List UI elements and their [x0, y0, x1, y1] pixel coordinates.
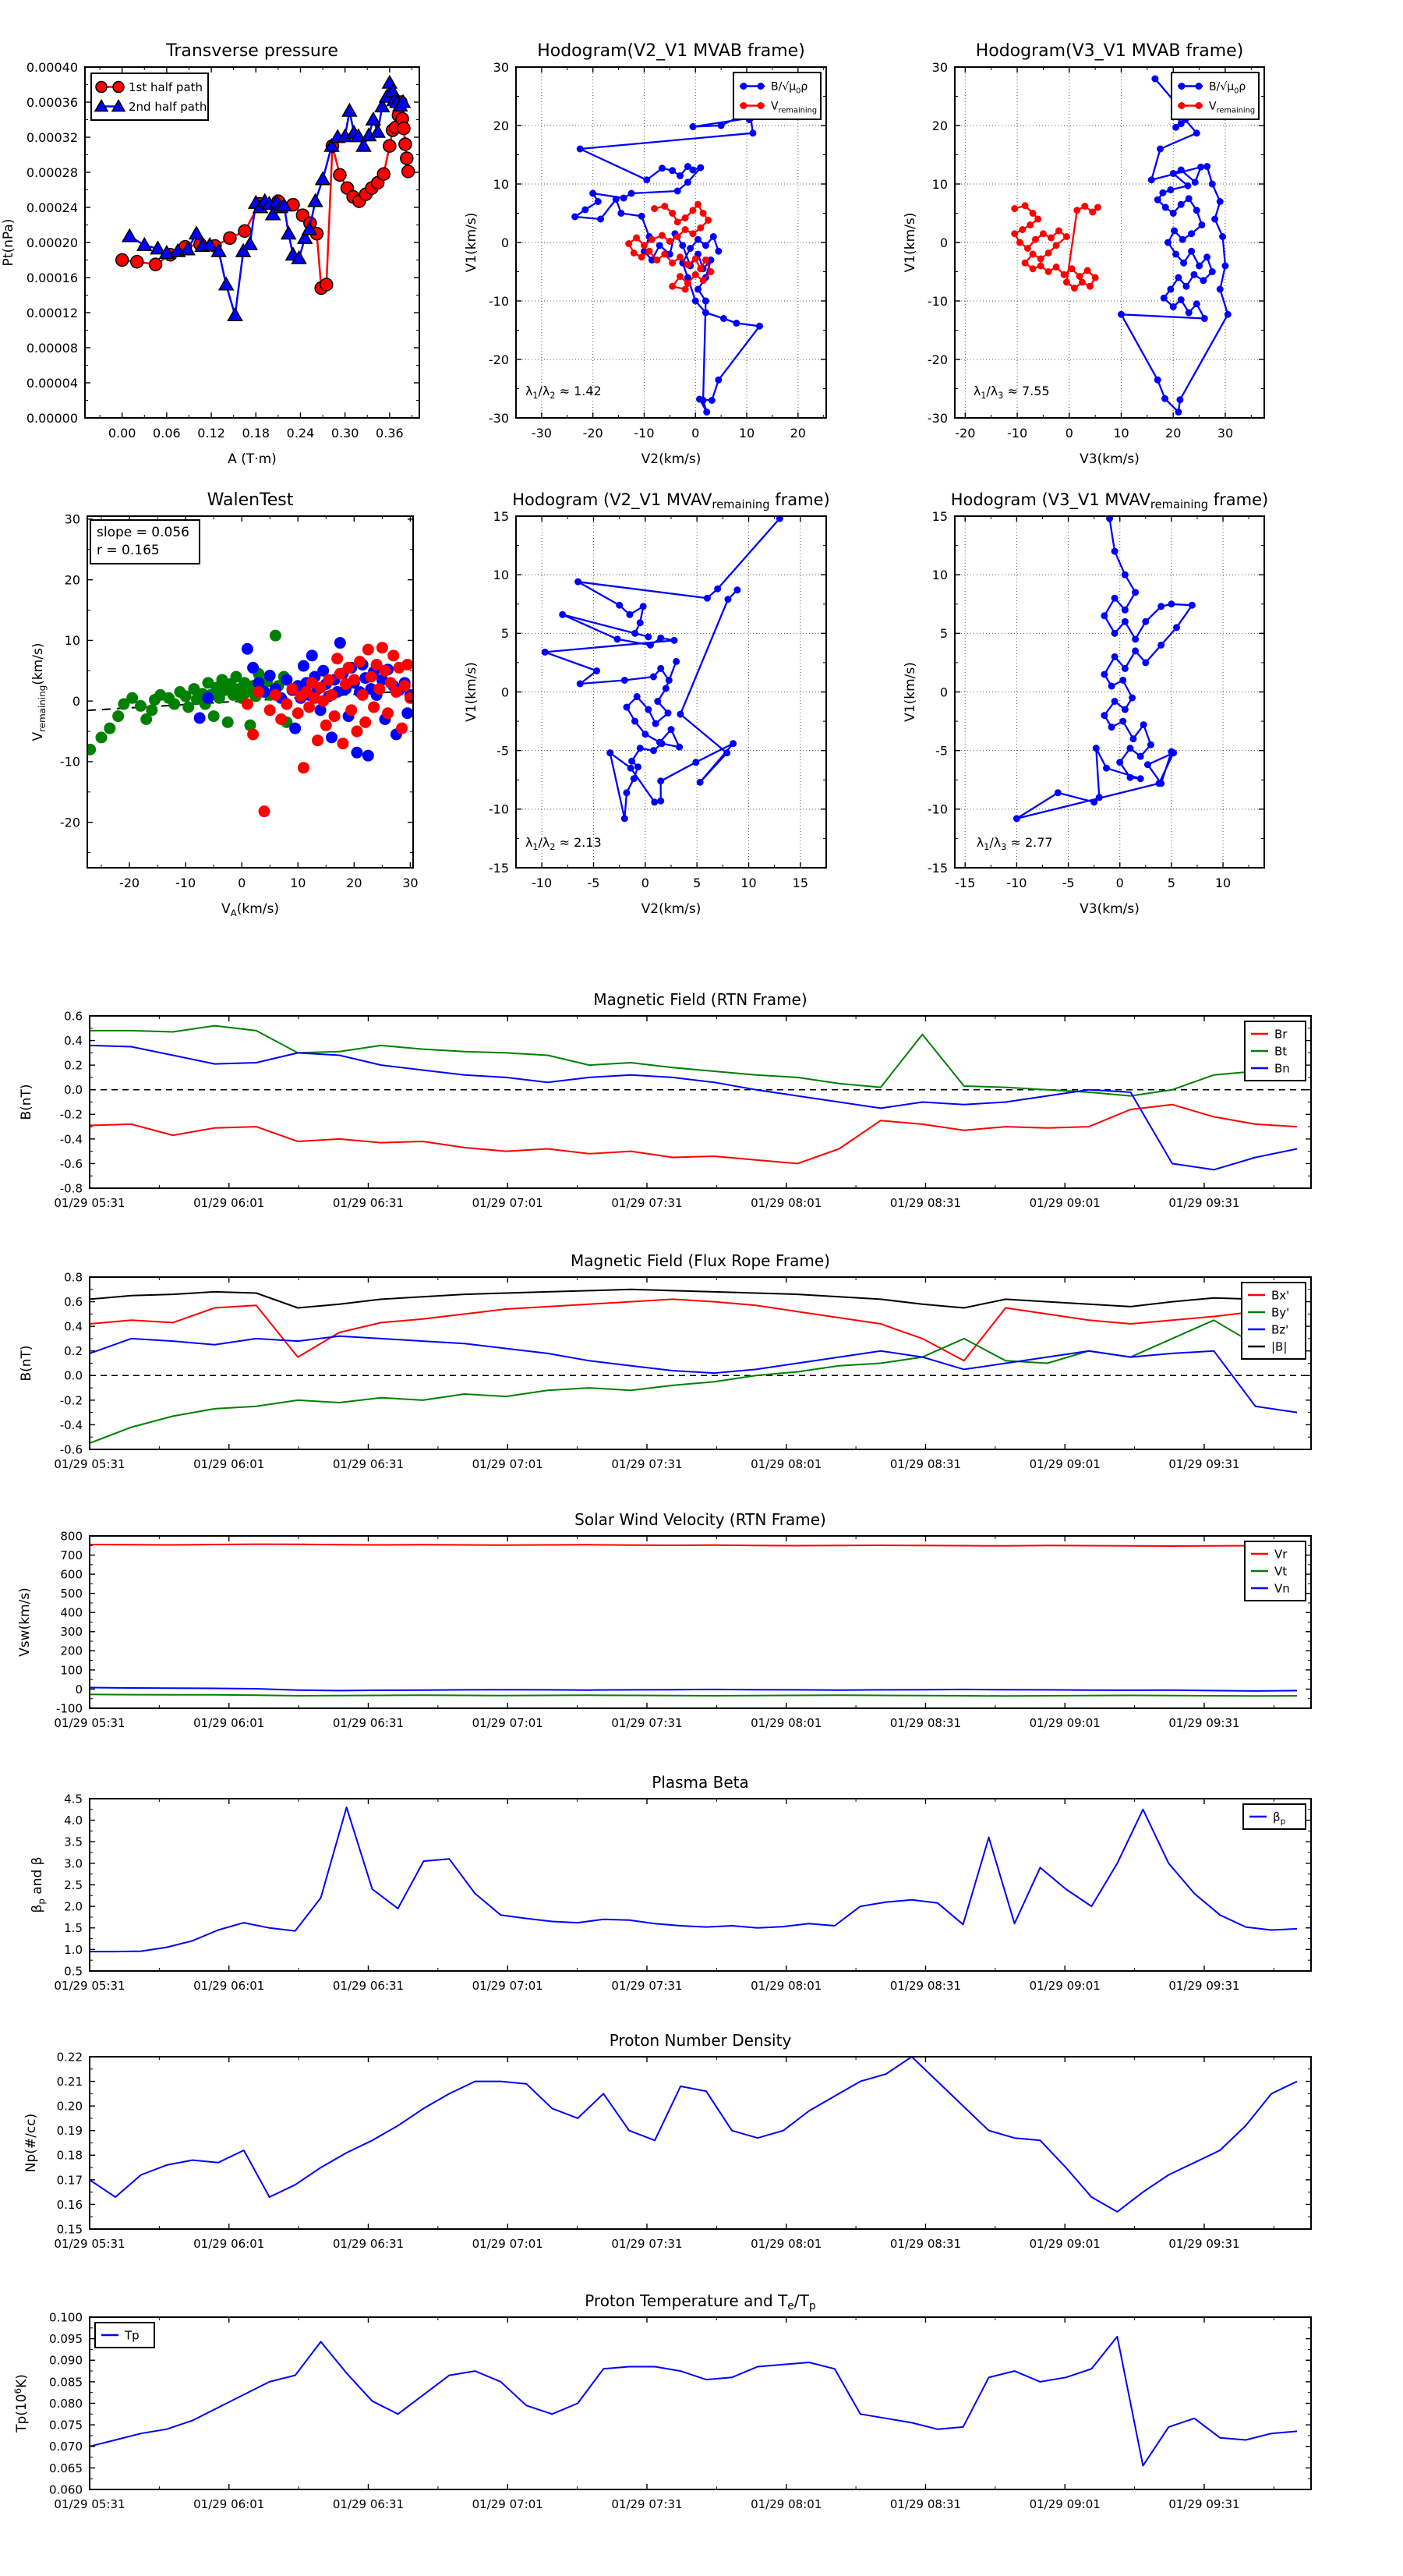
mag-rtn-x-tick: 01/29 06:01 [193, 1196, 265, 1210]
proton-temp-x-tick: 01/29 05:31 [54, 2497, 125, 2511]
hodogram-v2v1-mvab-y-tick: 0 [500, 235, 509, 250]
hodogram-v2v1-mvab-x-tick: -30 [531, 426, 552, 441]
vsw-rtn-series-Vt [90, 1694, 1297, 1696]
walen-test-x-tick: 30 [402, 876, 419, 890]
vsw-rtn-legend [1245, 1541, 1306, 1601]
vsw-rtn-x-tick: 01/29 08:31 [889, 1716, 962, 1730]
mag-fluxrope-y-tick: 0.4 [64, 1319, 83, 1334]
mag-fluxrope-y-tick: 0.6 [64, 1294, 83, 1309]
transverse-pressure-x-tick: 0.30 [330, 426, 359, 441]
walen-test-y-tick: 30 [64, 511, 80, 527]
proton-density-x-tick: 01/29 05:31 [54, 2237, 125, 2251]
plasma-beta-series-beta-p [90, 1807, 1297, 1951]
hodogram-v3v1-mvav-y-tick: -5 [935, 743, 948, 759]
plasma-beta-ylabel: $\beta_p$ and β [30, 1856, 47, 1913]
proton-temp-y-tick: 0.090 [49, 2353, 83, 2368]
proton-density-title: Proton Number Density [609, 2031, 792, 2050]
proton-temp-legend-label: Tp [125, 2328, 140, 2343]
plasma-beta-x-tick: 01/29 06:31 [332, 1979, 405, 1993]
hodogram-v2v1-mvav-x-tick: -5 [587, 876, 600, 890]
transverse-pressure-legend-label: 2nd half path [129, 99, 207, 114]
plasma-beta-x-tick: 01/29 08:01 [751, 1979, 822, 1993]
mag-fluxrope-x-tick: 01/29 08:31 [889, 1457, 962, 1471]
hodogram-v3v1-mvav-y-tick: -10 [927, 801, 948, 817]
hodogram-v2v1-mvav-x-tick: -10 [532, 876, 553, 890]
walen-test-x-tick: -20 [118, 876, 140, 890]
hodogram-v3v1-mvab-y-tick: -30 [927, 410, 948, 426]
walen-test-series-scatter-red [242, 642, 416, 817]
mag-rtn-y-tick: -0.2 [59, 1107, 83, 1122]
proton-temp-x-tick: 01/29 08:31 [889, 2497, 962, 2511]
proton-temp-y-tick: 0.070 [49, 2440, 83, 2454]
proton-density-x-tick: 01/29 07:31 [611, 2237, 683, 2251]
vsw-rtn-axes-border [90, 1536, 1311, 1708]
vsw-rtn-y-tick: 0 [75, 1682, 83, 1697]
transverse-pressure-y-tick: 0.00004 [26, 375, 78, 391]
mag-fluxrope-x-tick: 01/29 07:01 [472, 1457, 543, 1471]
hodogram-v3v1-mvav-y-tick: -15 [927, 860, 948, 876]
proton-density-x-tick: 01/29 09:01 [1029, 2237, 1101, 2251]
mag-fluxrope-series-Bz-prime [90, 1336, 1297, 1413]
hodogram-v2v1-mvab-y-tick: -10 [488, 293, 509, 309]
mag-fluxrope-series-Bx-prime [90, 1299, 1297, 1361]
proton-temp-y-tick: 0.065 [49, 2461, 83, 2475]
hodogram-v3v1-mvab-title: Hodogram(V3_V1 MVAB frame) [975, 41, 1244, 61]
hodogram-v2v1-mvav-y-tick: 15 [493, 508, 509, 524]
proton-temp-x-tick: 01/29 06:01 [193, 2497, 265, 2511]
hodogram-v3v1-mvab-series-B-alfven [1118, 76, 1232, 416]
hodogram-v3v1-mvab-legend [1172, 73, 1259, 119]
walen-test-x-tick: 10 [290, 876, 306, 890]
proton-density [23, 2031, 1311, 2251]
hodogram-v3v1-mvav-y-tick: 0 [939, 685, 948, 700]
mag-rtn-legend-label: Bt [1274, 1044, 1288, 1059]
transverse-pressure-y-tick: 0.00040 [26, 59, 78, 75]
transverse-pressure-y-tick: 0.00020 [26, 235, 78, 250]
hodogram-v3v1-mvav-ylabel: V1(km/s) [903, 662, 918, 722]
walen-test-stats-box [90, 520, 200, 564]
hodogram-v3v1-mvav-x-tick: 5 [1167, 876, 1175, 890]
hodogram-v2v1-mvav-x-tick: 10 [740, 876, 757, 890]
transverse-pressure-legend [91, 73, 208, 120]
mag-fluxrope-x-tick: 01/29 09:31 [1168, 1457, 1240, 1471]
mag-rtn-ylabel: B(nT) [19, 1084, 34, 1120]
proton-density-y-tick: 0.20 [56, 2099, 83, 2114]
transverse-pressure-legend-label: 1st half path [129, 80, 203, 94]
mag-rtn-series-Br [90, 1105, 1297, 1164]
vsw-rtn-x-tick: 01/29 09:01 [1029, 1716, 1101, 1730]
hodogram-v3v1-mvab-y-tick: -20 [927, 352, 948, 367]
hodogram-v2v1-mvab-title: Hodogram(V2_V1 MVAB frame) [537, 41, 805, 61]
mag-fluxrope-axes-border [90, 1277, 1311, 1449]
hodogram-v2v1-mvab-x-tick: 10 [738, 426, 755, 441]
hodogram-v2v1-mvav-y-tick: -15 [488, 860, 509, 876]
mag-fluxrope-x-tick: 01/29 09:01 [1029, 1457, 1101, 1471]
hodogram-v3v1-mvab-y-tick: 30 [931, 59, 948, 75]
mag-fluxrope-x-tick: 01/29 08:01 [751, 1457, 822, 1471]
hodogram-v2v1-mvav-y-tick: 5 [500, 626, 509, 642]
walen-test-x-tick: 20 [346, 876, 362, 890]
transverse-pressure-x-tick: 0.24 [286, 426, 315, 441]
walen-test-y-tick: -20 [59, 815, 80, 830]
plasma-beta-y-tick: 2.0 [64, 1899, 83, 1914]
walen-test-x-tick: 0 [238, 876, 246, 890]
hodogram-v3v1-mvav-x-tick: -10 [1006, 876, 1027, 890]
vsw-rtn-legend-label: Vt [1274, 1564, 1288, 1579]
plasma-beta-y-tick: 4.5 [64, 1792, 83, 1806]
proton-density-y-tick: 0.16 [56, 2197, 83, 2212]
hodogram-v2v1-mvav-x-tick: 5 [693, 876, 702, 890]
mag-fluxrope-y-tick: -0.4 [59, 1417, 83, 1432]
proton-temp-x-tick: 01/29 08:01 [751, 2497, 822, 2511]
mag-fluxrope-series-B-magnitude [90, 1290, 1297, 1308]
plasma-beta [30, 1773, 1311, 1993]
vsw-rtn-series-Vr [90, 1545, 1297, 1546]
proton-density-y-tick: 0.18 [56, 2148, 83, 2163]
transverse-pressure-xlabel: A (T·m) [228, 451, 277, 467]
proton-temp-y-tick: 0.080 [49, 2396, 83, 2411]
mag-rtn-x-tick: 01/29 05:31 [54, 1196, 125, 1210]
hodogram-v3v1-mvav-x-tick: -15 [955, 876, 976, 890]
hodogram-v3v1-mvav-x-tick: 0 [1115, 876, 1124, 890]
plasma-beta-y-tick: 4.0 [64, 1813, 83, 1828]
hodogram-v3v1-mvab-legend-label: $V_{remaining}$ [1209, 100, 1256, 115]
hodogram-v3v1-mvab-series-V-remaining [1011, 202, 1101, 292]
mag-rtn [19, 990, 1311, 1210]
plasma-beta-x-tick: 01/29 09:01 [1029, 1979, 1101, 1993]
hodogram-v2v1-mvav-series-V-path [542, 515, 783, 823]
hodogram-v3v1-mvav-title: Hodogram (V3_V1 MVAVremaining frame) [950, 490, 1269, 511]
hodogram-v3v1-mvab-ylabel: V1(km/s) [903, 212, 918, 273]
vsw-rtn-title: Solar Wind Velocity (RTN Frame) [574, 1510, 826, 1529]
plasma-beta-title: Plasma Beta [652, 1773, 749, 1792]
proton-temp-series-Tp [90, 2337, 1297, 2466]
plasma-beta-x-tick: 01/29 07:01 [472, 1979, 543, 1993]
hodogram-v2v1-mvab-y-tick: -30 [488, 410, 509, 426]
transverse-pressure-y-tick: 0.00008 [26, 340, 78, 356]
mag-rtn-x-tick: 01/29 09:01 [1029, 1196, 1101, 1210]
hodogram-v3v1-mvab-xlabel: V3(km/s) [1080, 451, 1140, 467]
mag-rtn-x-tick: 01/29 07:31 [611, 1196, 683, 1210]
vsw-rtn-legend-label: Vn [1274, 1581, 1290, 1596]
transverse-pressure-ylabel: Pt(nPa) [1, 218, 16, 267]
vsw-rtn-x-tick: 01/29 05:31 [54, 1716, 125, 1730]
mag-fluxrope-legend-label: |B| [1271, 1339, 1288, 1354]
hodogram-v2v1-mvab-x-tick: -20 [582, 426, 603, 441]
proton-temp-y-tick: 0.060 [49, 2482, 83, 2497]
plasma-beta-legend [1243, 1804, 1306, 1829]
proton-temp-x-tick: 01/29 07:31 [611, 2497, 683, 2511]
walen-test-xlabel: $V_A(km/s)$ [221, 901, 280, 918]
hodogram-v3v1-mvav-x-tick: 10 [1214, 876, 1232, 890]
mag-rtn-x-tick: 01/29 07:01 [472, 1196, 543, 1210]
mag-rtn-y-tick: -0.8 [59, 1181, 83, 1196]
walen-test-ylabel: $V_{remaining}(km/s)$ [30, 642, 48, 741]
mag-rtn-x-tick: 01/29 09:31 [1168, 1196, 1240, 1210]
hodogram-v2v1-mvab-ylabel: V1(km/s) [464, 212, 479, 273]
proton-temp-x-tick: 01/29 06:31 [332, 2497, 405, 2511]
vsw-rtn-legend-label: Vr [1274, 1547, 1288, 1562]
mag-fluxrope-y-tick: -0.2 [59, 1393, 83, 1408]
hodogram-v3v1-mvav-annotation: $\lambda_1/\lambda_3 \approx 2.77$ [976, 834, 1053, 852]
hodogram-v3v1-mvav [903, 490, 1268, 917]
proton-temp-legend [95, 2323, 154, 2348]
mag-rtn-title: Magnetic Field (RTN Frame) [593, 990, 808, 1009]
vsw-rtn-x-tick: 01/29 06:31 [332, 1716, 405, 1730]
hodogram-v2v1-mvav-xlabel: V2(km/s) [641, 901, 702, 917]
vsw-rtn-x-tick: 01/29 08:01 [751, 1716, 822, 1730]
hodogram-v3v1-mvab-y-tick: 20 [931, 118, 948, 133]
hodogram-v3v1-mvab-x-tick: -20 [955, 426, 976, 441]
hodogram-v2v1-mvab-x-tick: 0 [691, 426, 700, 441]
mag-rtn-x-tick: 01/29 06:31 [332, 1196, 405, 1210]
hodogram-v2v1-mvab-series-B-alfven [571, 81, 765, 416]
hodogram-v3v1-mvab-x-tick: -10 [1006, 426, 1028, 441]
transverse-pressure-y-tick: 0.00036 [26, 94, 78, 110]
hodogram-v3v1-mvav-y-tick: 10 [931, 567, 948, 582]
mag-rtn-x-tick: 01/29 08:01 [751, 1196, 822, 1210]
hodogram-v2v1-mvav-y-tick: 0 [500, 685, 509, 700]
proton-temp [12, 2291, 1311, 2511]
proton-density-x-tick: 01/29 08:01 [751, 2237, 822, 2251]
hodogram-v2v1-mvav-title: Hodogram (V2_V1 MVAVremaining frame) [512, 490, 830, 511]
proton-density-y-tick: 0.17 [56, 2173, 83, 2188]
proton-density-y-tick: 0.21 [56, 2074, 83, 2089]
proton-density-x-tick: 01/29 07:01 [472, 2237, 543, 2251]
transverse-pressure-x-tick: 0.00 [108, 426, 136, 441]
hodogram-v2v1-mvav-y-tick: 10 [493, 567, 509, 582]
transverse-pressure-x-tick: 0.36 [376, 426, 404, 441]
plasma-beta-x-tick: 01/29 06:01 [193, 1979, 265, 1993]
proton-temp-ylabel: $Tp(10^6K)$ [12, 2374, 30, 2433]
walen-test-y-tick: 20 [64, 572, 80, 588]
plasma-beta-y-tick: 3.0 [64, 1856, 83, 1871]
hodogram-v3v1-mvab-y-tick: 10 [931, 176, 948, 192]
plasma-beta-x-tick: 01/29 09:31 [1168, 1979, 1240, 1993]
hodogram-v3v1-mvav-y-tick: 5 [939, 626, 948, 642]
proton-temp-y-tick: 0.085 [49, 2375, 83, 2390]
hodogram-v3v1-mvav-x-tick: -5 [1062, 876, 1075, 890]
hodogram-v2v1-mvav-y-tick: -5 [497, 743, 509, 759]
vsw-rtn [17, 1510, 1311, 1730]
plasma-beta-y-tick: 1.0 [64, 1942, 83, 1957]
vsw-rtn-y-tick: 300 [60, 1625, 83, 1640]
mag-rtn-series-Bt [90, 1026, 1297, 1096]
proton-density-x-tick: 01/29 06:31 [332, 2237, 405, 2251]
vsw-rtn-y-tick: -100 [55, 1701, 83, 1716]
hodogram-v2v1-mvav-x-tick: 15 [792, 876, 809, 890]
mag-fluxrope-x-tick: 01/29 06:31 [332, 1457, 405, 1471]
transverse-pressure-y-tick: 0.00028 [26, 165, 78, 180]
plasma-beta-y-tick: 0.5 [64, 1964, 83, 1979]
plasma-beta-y-tick: 3.5 [64, 1835, 83, 1849]
proton-temp-y-tick: 0.100 [49, 2310, 83, 2325]
hodogram-v2v1-mvab-y-tick: 20 [493, 118, 509, 133]
hodogram-v3v1-mvav-axes-border [955, 516, 1264, 868]
proton-density-y-tick: 0.15 [56, 2222, 83, 2237]
proton-temp-axes-border [90, 2317, 1311, 2489]
proton-temp-x-tick: 01/29 07:01 [472, 2497, 543, 2511]
mag-rtn-legend-label: Bn [1274, 1061, 1290, 1076]
hodogram-v2v1-mvab-legend-label: $V_{remaining}$ [771, 100, 818, 115]
hodogram-v3v1-mvav-y-tick: 15 [931, 508, 948, 524]
hodogram-v2v1-mvab-xlabel: V2(km/s) [641, 451, 702, 467]
proton-temp-x-tick: 01/29 09:31 [1168, 2497, 1240, 2511]
transverse-pressure-x-tick: 0.06 [153, 426, 181, 441]
mag-fluxrope-x-tick: 01/29 07:31 [611, 1457, 683, 1471]
walen-test [30, 490, 419, 918]
hodogram-v3v1-mvab-legend-label: $B/√\mu_0\rho$ [1209, 80, 1246, 96]
hodogram-v3v1-mvab-annotation: $\lambda_1/\lambda_3 \approx 7.55$ [973, 383, 1050, 401]
walen-test-y-tick: 0 [72, 693, 80, 709]
hodogram-v2v1-mvab-y-tick: -20 [488, 352, 509, 367]
walen-test-title: WalenTest [207, 490, 294, 510]
hodogram-v2v1-mvav-annotation: $\lambda_1/\lambda_2 \approx 2.13$ [525, 834, 602, 852]
hodogram-v2v1-mvav-y-tick: -10 [488, 801, 509, 817]
hodogram-v2v1-mvab-y-tick: 10 [493, 176, 509, 192]
transverse-pressure [1, 41, 419, 467]
vsw-rtn-y-tick: 400 [60, 1605, 83, 1620]
mag-rtn-axes-border [90, 1016, 1311, 1188]
mag-rtn-series-Bn [90, 1046, 1297, 1169]
vsw-rtn-ylabel: Vsw(km/s) [17, 1587, 33, 1657]
hodogram-v2v1-mvab-legend-label: $B/√\mu_0\rho$ [771, 80, 808, 96]
walen-test-y-tick: -10 [59, 754, 80, 770]
transverse-pressure-y-tick: 0.00032 [26, 129, 78, 145]
plasma-beta-legend-label: $\beta_p$ [1273, 1810, 1286, 1827]
vsw-rtn-y-tick: 500 [60, 1587, 83, 1601]
transverse-pressure-y-tick: 0.00024 [26, 200, 78, 215]
mag-rtn-y-tick: 0.4 [64, 1033, 83, 1048]
hodogram-v3v1-mvab-x-tick: 20 [1165, 426, 1182, 441]
hodogram-v3v1-mvab-y-tick: -10 [927, 293, 948, 309]
transverse-pressure-x-tick: 0.12 [197, 426, 225, 441]
mag-fluxrope-title: Magnetic Field (Flux Rope Frame) [571, 1251, 830, 1270]
proton-density-y-tick: 0.19 [56, 2124, 83, 2139]
mag-rtn-legend [1245, 1021, 1306, 1081]
hodogram-v2v1-mvab-y-tick: 30 [493, 59, 509, 75]
hodogram-v2v1-mvav [464, 490, 830, 917]
plasma-beta-y-tick: 1.5 [64, 1921, 83, 1936]
mag-rtn-legend-label: Br [1274, 1027, 1288, 1042]
proton-density-x-tick: 01/29 09:31 [1168, 2237, 1240, 2251]
transverse-pressure-y-tick: 0.00000 [26, 410, 78, 426]
walen-test-stats-line: r = 0.165 [97, 543, 160, 558]
mag-fluxrope-y-tick: 0.8 [64, 1270, 83, 1285]
proton-temp-y-tick: 0.075 [49, 2418, 83, 2433]
proton-density-x-tick: 01/29 06:01 [193, 2237, 265, 2251]
vsw-rtn-y-tick: 600 [60, 1567, 83, 1582]
mag-fluxrope-y-tick: -0.6 [59, 1442, 83, 1457]
transverse-pressure-x-tick: 0.18 [242, 426, 270, 441]
proton-temp-x-tick: 01/29 09:01 [1029, 2497, 1101, 2511]
hodogram-v2v1-mvav-ylabel: V1(km/s) [464, 662, 479, 722]
mag-rtn-y-tick: 0.0 [64, 1083, 83, 1098]
hodogram-v3v1-mvab-y-tick: 0 [939, 235, 948, 250]
mag-fluxrope-x-tick: 01/29 06:01 [193, 1457, 265, 1471]
proton-temp-y-tick: 0.095 [49, 2332, 83, 2347]
vsw-rtn-y-tick: 100 [60, 1663, 83, 1678]
vsw-rtn-series-Vn [90, 1688, 1297, 1691]
proton-density-y-tick: 0.22 [56, 2050, 83, 2065]
vsw-rtn-y-tick: 700 [60, 1548, 83, 1562]
hodogram-v2v1-mvav-x-tick: 0 [641, 876, 649, 890]
hodogram-v2v1-mvab [464, 41, 826, 467]
mag-fluxrope-x-tick: 01/29 05:31 [54, 1457, 125, 1471]
mag-fluxrope-legend-label: By' [1271, 1305, 1290, 1320]
hodogram-v3v1-mvav-series-V-path [1013, 515, 1196, 823]
transverse-pressure-y-tick: 0.00012 [26, 305, 78, 320]
vsw-rtn-y-tick: 200 [60, 1644, 83, 1658]
proton-density-ylabel: Np(#/cc) [23, 2113, 39, 2173]
hodogram-v3v1-mvav-xlabel: V3(km/s) [1080, 901, 1140, 917]
plasma-beta-x-tick: 01/29 05:31 [54, 1979, 125, 1993]
mag-fluxrope-legend-label: Bz' [1271, 1322, 1289, 1337]
walen-test-x-tick: -10 [175, 876, 196, 890]
hodogram-v2v1-mvab-legend [733, 73, 821, 119]
vsw-rtn-y-tick: 800 [60, 1529, 83, 1544]
transverse-pressure-y-tick: 0.00016 [26, 270, 78, 285]
mag-fluxrope [19, 1251, 1311, 1471]
vsw-rtn-x-tick: 01/29 09:31 [1168, 1716, 1240, 1730]
mag-rtn-y-tick: -0.4 [59, 1132, 83, 1147]
vsw-rtn-x-tick: 01/29 06:01 [193, 1716, 265, 1730]
hodogram-v2v1-mvab-x-tick: 20 [790, 426, 806, 441]
hodogram-v2v1-mvav-axes-border [516, 516, 826, 868]
hodogram-v2v1-mvab-x-tick: -10 [634, 426, 655, 441]
walen-test-stats-line: slope = 0.056 [97, 525, 189, 540]
vsw-rtn-x-tick: 01/29 07:31 [611, 1716, 683, 1730]
mag-fluxrope-y-tick: 0.0 [64, 1368, 83, 1383]
mag-fluxrope-legend [1242, 1283, 1306, 1359]
transverse-pressure-title: Transverse pressure [166, 41, 338, 61]
plasma-beta-y-tick: 2.5 [64, 1877, 83, 1892]
plasma-beta-axes-border [90, 1799, 1311, 1971]
hodogram-v3v1-mvab [903, 41, 1264, 467]
proton-density-x-tick: 01/29 08:31 [889, 2237, 962, 2251]
proton-density-series-Np [90, 2057, 1297, 2212]
hodogram-v3v1-mvab-x-tick: 10 [1113, 426, 1129, 441]
mag-fluxrope-y-tick: 0.2 [64, 1344, 83, 1359]
mag-fluxrope-ylabel: B(nT) [19, 1345, 34, 1382]
mag-fluxrope-series-By-prime [90, 1320, 1297, 1443]
mag-rtn-y-tick: 0.2 [64, 1058, 83, 1073]
proton-temp-title: Proton Temperature and $T_e/T_p$ [585, 2291, 816, 2312]
hodogram-v2v1-mvab-annotation: $\lambda_1/\lambda_2 \approx 1.42$ [525, 383, 602, 401]
hodogram-v3v1-mvab-x-tick: 0 [1065, 426, 1073, 441]
mag-rtn-x-tick: 01/29 08:31 [889, 1196, 962, 1210]
mag-fluxrope-legend-label: Bx' [1271, 1288, 1290, 1303]
walen-test-y-tick: 10 [64, 633, 80, 649]
vsw-rtn-x-tick: 01/29 07:01 [472, 1716, 543, 1730]
hodogram-v3v1-mvab-x-tick: 30 [1217, 426, 1234, 441]
mag-rtn-y-tick: 0.6 [64, 1009, 83, 1024]
mag-rtn-y-tick: -0.6 [59, 1156, 83, 1171]
plasma-beta-x-tick: 01/29 07:31 [611, 1979, 683, 1993]
plasma-beta-x-tick: 01/29 08:31 [889, 1979, 962, 1993]
